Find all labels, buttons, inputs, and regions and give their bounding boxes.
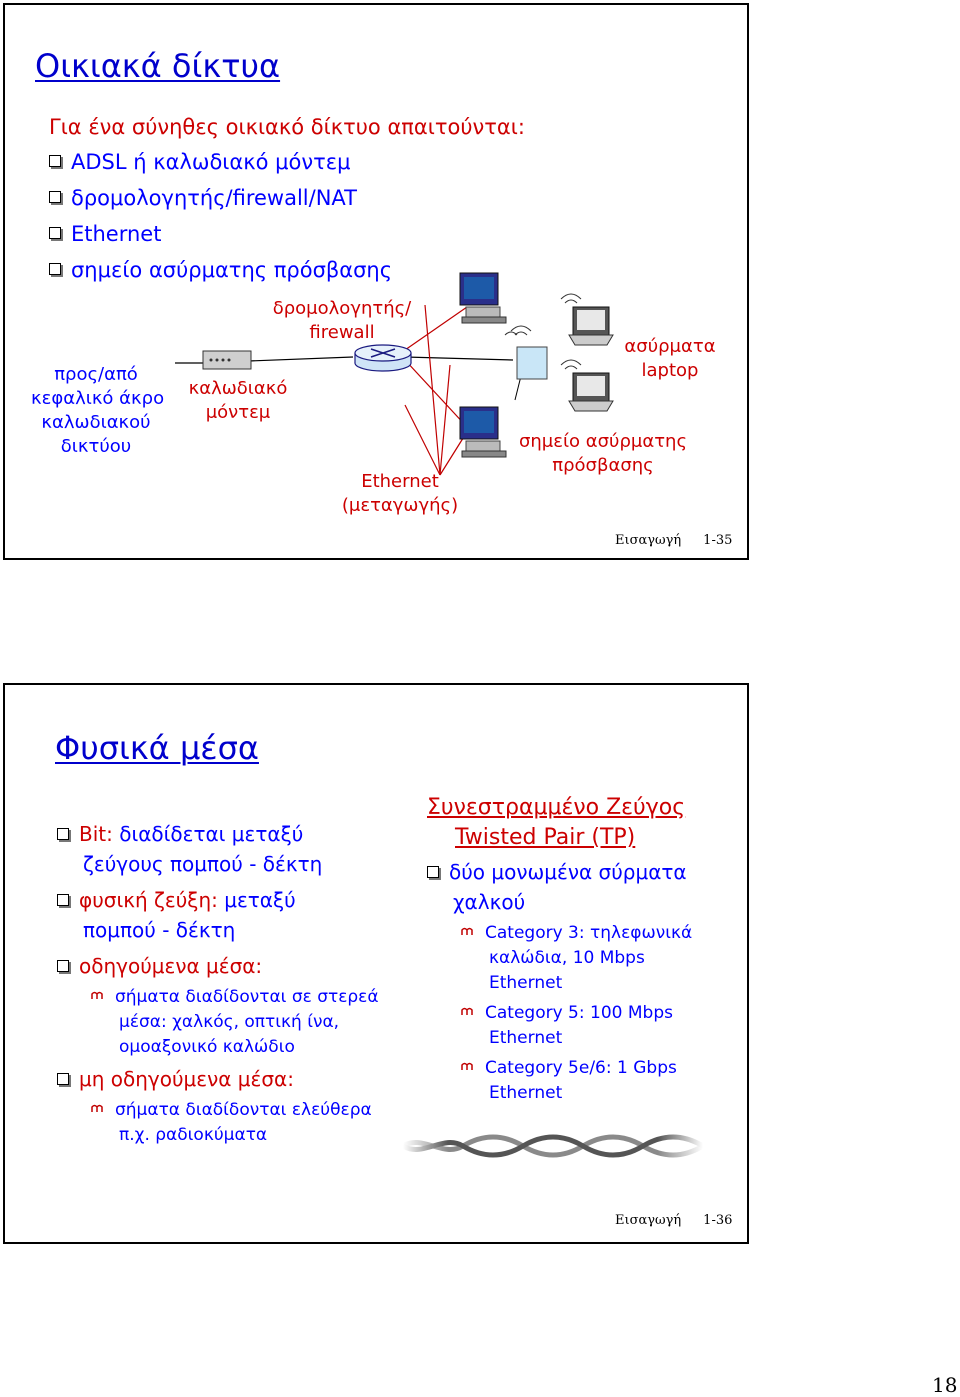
ethernet-line xyxy=(405,360,467,427)
unguided-sub: σήματα διαδίδονται ελεύθερα π.χ. ραδιοκύματα xyxy=(57,1098,379,1148)
bullet-two-wires-cont: χαλκού xyxy=(453,890,526,914)
slide-footer: Εισαγωγή 1-36 xyxy=(615,1213,733,1228)
modem-label: καλωδιακό μόντεμ xyxy=(188,378,288,423)
m-bullet-icon xyxy=(91,1104,103,1112)
ethernet-label: Ethernet (μεταγωγής) xyxy=(341,471,459,516)
desktop-pc-icon xyxy=(460,273,506,323)
laptop-icon xyxy=(561,360,613,411)
checkbox-bullet-icon xyxy=(427,866,439,878)
slide-footer: Εισαγωγή 1-35 xyxy=(615,533,733,548)
slide-home-networks xyxy=(3,3,749,560)
bullet-router: δρομολογητής/firewall/NAT xyxy=(49,186,357,210)
bullet-guided: οδηγούμενα μέσα: xyxy=(57,951,379,981)
cable-line xyxy=(249,357,353,361)
cable-modem-icon xyxy=(203,351,251,369)
slide-title: Οικιακά δίκτυα xyxy=(35,47,281,85)
right-column xyxy=(427,793,692,1106)
page-number: 18 xyxy=(932,1373,958,1397)
tp-heading-2: Twisted Pair (TP) xyxy=(455,825,636,850)
slide-physical-media xyxy=(3,683,749,1244)
m-bullet-icon xyxy=(461,1007,473,1015)
bullet-ethernet: Ethernet xyxy=(49,222,161,246)
checkbox-bullet-icon xyxy=(49,155,61,167)
access-point-label: σημείο ασύρματης πρόσβασης xyxy=(518,431,688,476)
checkbox-bullet-icon xyxy=(57,828,69,840)
slide-title: Φυσικά μέσα xyxy=(55,729,259,767)
m-bullet-icon xyxy=(91,991,103,999)
headend-label: προς/από κεφαλικό άκρο καλωδιακού δικτύου xyxy=(31,364,165,457)
checkbox-bullet-icon xyxy=(57,960,69,972)
checkbox-bullet-icon xyxy=(49,227,61,239)
m-bullet-icon xyxy=(461,927,473,935)
bullet-access-point: σημείο ασύρματης πρόσβασης xyxy=(49,258,392,282)
checkbox-bullet-icon xyxy=(49,191,61,203)
guided-sub: σήματα διαδίδονται σε στερεά μέσα: χαλκός, οπτική ίνα, ομοαξονικό καλώδιο xyxy=(57,985,379,1060)
intro-text: Για ένα σύνηθες οικιακό δίκτυο απαιτούνται: xyxy=(49,115,525,139)
bullet-adsl: ADSL ή καλωδιακό μόντεμ xyxy=(49,150,350,174)
laptop-icon xyxy=(561,294,613,345)
bullet-physical-link: φυσική ζεύξη: μεταξύ xyxy=(57,885,379,915)
twisted-pair-cable-image xyxy=(403,1131,703,1161)
checkbox-bullet-icon xyxy=(57,894,69,906)
bullet-physical-link-cont: πομπού - δέκτη xyxy=(83,918,236,942)
category-list: Category 3: τηλεφωνικά καλώδια, 10 Mbps Ethernet Category 5: 100 Mbps Ethernet Category 5e/6: 1 Gbps Ethernet xyxy=(427,921,692,1106)
router-label: δρομολογητής/ firewall xyxy=(272,298,412,343)
left-column xyxy=(57,819,379,1148)
checkbox-bullet-icon xyxy=(57,1073,69,1085)
bullet-bit: Bit: διαδίδεται μεταξύ xyxy=(57,819,379,849)
m-bullet-icon xyxy=(461,1062,473,1070)
bullet-unguided: μη οδηγούμενα μέσα: xyxy=(57,1064,379,1094)
bullet-bit-cont: ζεύγους πομπού - δέκτη xyxy=(83,852,323,876)
laptops-label: ασύρματα laptop xyxy=(624,336,716,381)
ethernet-line xyxy=(405,357,513,360)
tp-heading-1: Συνεστραμμένο Ζεύγος xyxy=(427,795,686,820)
desktop-pc-icon xyxy=(460,407,506,457)
router-icon xyxy=(355,345,411,371)
bullet-two-wires: δύο μονωμένα σύρματα xyxy=(427,857,692,887)
